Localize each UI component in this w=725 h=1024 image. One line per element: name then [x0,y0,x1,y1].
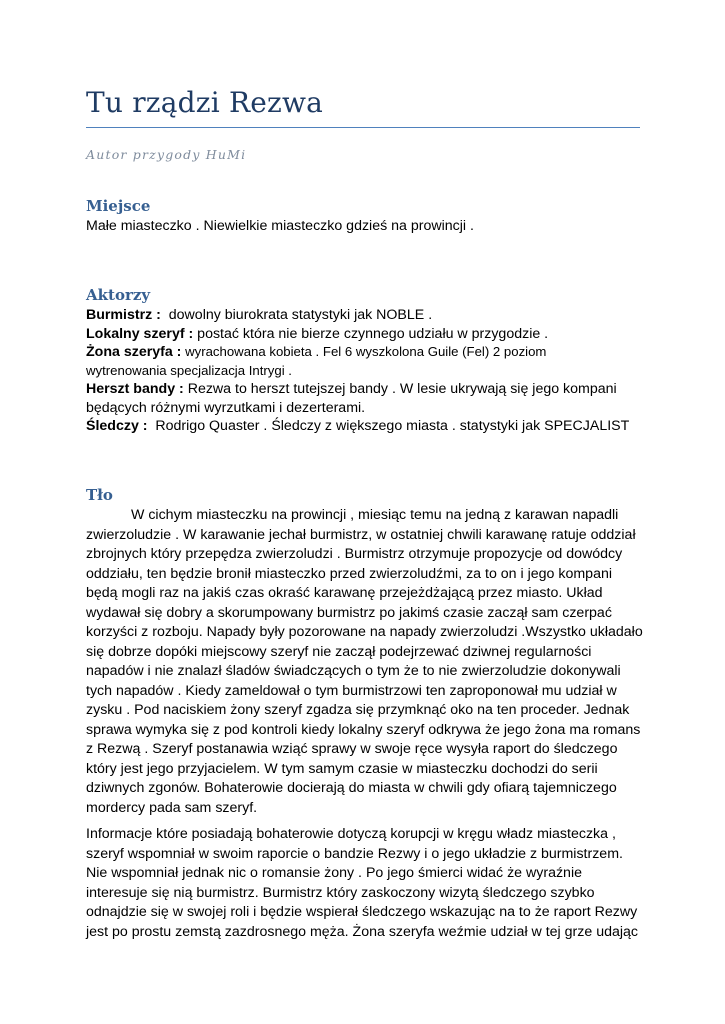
tlo-p1-line: dziwnych zgonów. Bohaterowie docierają do miasta w chwili gdy ofiarą tajemniczego [86,780,617,796]
section-heading-miejsce: Miejsce [86,197,151,215]
tlo-p1-line: zwierzoludzie . W karawanie jechał burmistrz, w ostatniej chwili karawanę ratuje oddział [86,526,636,543]
tlo-paragraph-1 [86,506,641,818]
miejsce-text: Małe miasteczko . Niewielkie miasteczko gdzieś na prowincji . [86,218,474,234]
tlo-p1-line: napadów i nie znalazł śladów świadczących o tym że to nie zwierzoludzie dokonywali [86,663,621,679]
tlo-p1-line: mordercy pada sam szeryf. [86,799,258,816]
actor-label-burmistrz: Burmistrz : [86,307,161,323]
actor-label-sledczy: Śledczy : [86,418,148,434]
actor-zona [86,343,641,362]
actor-desc-herszt: Rezwa to herszt tutejszej bandy . W lesie ukrywają się jego kompani [183,381,617,397]
tlo-p1-line: zbrojnych który przepędza zwierzoludzi . Burmistrz otrzymuje propozycje od dowódcy [86,546,623,562]
tlo-p1-line: wydawał się dobry a skorumpowany burmistrz po jakimś czasie zaczął sam czerpać [86,604,612,621]
actor-desc-szeryf: postać która nie bierze czynnego udziału w przygodzie . [193,325,549,342]
actor-herszt-continued: będących różnymi wyrzutkami i dezerterami. [86,399,366,416]
title-underline [86,127,640,128]
tlo-p2-line: odnajdzie się w swojej roli i będzie wspierał śledczego wskazując na to że raport Rezwy [86,904,638,920]
actor-label-szeryf: Lokalny szeryf : [86,325,194,342]
section-heading-tlo: Tło [86,486,113,504]
document-title: Tu rządzi Rezwa [86,86,324,119]
document-subtitle: Autor przygody HuMi [86,147,247,162]
actor-desc-zona: wyrachowana kobieta . Fel 6 wyszkolona Guile (Fel) 2 poziom [181,344,547,359]
tlo-paragraph-2 [86,825,641,942]
actor-szeryf [86,325,641,344]
tlo-p2-line: jest po prostu zemstą zazdrosnego męża. Żona szeryfa weźmie udział w tej grze udając [86,923,638,940]
actor-sledczy [86,417,641,436]
tlo-p1-line: zysku . Pod naciskiem żony szeryf zgadza się przymknąć oko na ten proceder. Jednak [86,702,630,718]
section-body-aktorzy [86,306,641,436]
actor-herszt [86,380,641,399]
tlo-p1-line: W cichym miasteczku na prowincji , miesiąc temu na jedną z karawan napadli [131,507,619,523]
actor-label-zona: Żona szeryfa : [86,344,182,360]
actor-burmistrz [86,306,641,325]
tlo-p1-line: sprawa wymyka się z pod kontroli kiedy lokalny szeryf odkrywa że jego żona ma romans [86,721,641,738]
actor-desc-burmistrz: dowolny biurokrata statystyki jak NOBLE . [160,307,433,323]
tlo-p1-line: będą mogli raz na jakiś czas okraść karawanę przejeżdżającą przez miasto. Układ [86,585,603,601]
tlo-p1-line: z Rezwą . Szeryf postanawia wziąć sprawy w swoje ręce wysyła raport do śledczego [86,741,618,757]
tlo-p1-line: który jest jego przyjacielem. W tym samym czasie w miasteczku dochodzi do serii [86,760,598,777]
actor-desc-sledczy: Rodrigo Quaster . Śledczy z większego miasta . statystyki jak SPECJALIST [147,418,630,434]
tlo-p2-line: Nie wspomniał jednak nic o romansie żony . Po jego śmierci widać że wyraźnie [86,865,582,881]
section-body-miejsce [86,217,641,237]
actor-label-herszt: Herszt bandy : [86,381,184,397]
tlo-p2-line: Informacje które posiadają bohaterowie dotyczą korupcji w kręgu władz miasteczka , [86,826,616,842]
tlo-p1-line: się dobrze dopóki miejscowy szeryf nie zaczął podejrzewać dziwnej regularności [86,643,592,660]
tlo-p2-line: szeryf wspomniał w swoim raporcie o bandzie Rezwy i o jego układzie z burmistrzem. [86,845,623,862]
actor-zona-continued: wytrenowania specjalizacja Intrygi . [86,362,292,378]
tlo-p1-line: tych napadów . Kiedy zameldował o tym burmistrzowi ten zaproponował mu udział w [86,682,617,699]
section-heading-aktorzy: Aktorzy [86,286,151,304]
tlo-p1-line: korzyści z rozboju. Napady były pozorowane na napady zwierzoludzi .Wszystko układało [86,624,643,640]
tlo-p2-line: interesuje się nią burmistrz. Burmistrz który zaskoczony wizytą śledczego szybko [86,884,595,901]
tlo-p1-line: oddziału, ten będzie bronił miasteczko przed zwierzoludźmi, za to on i jego kompani [86,565,612,582]
